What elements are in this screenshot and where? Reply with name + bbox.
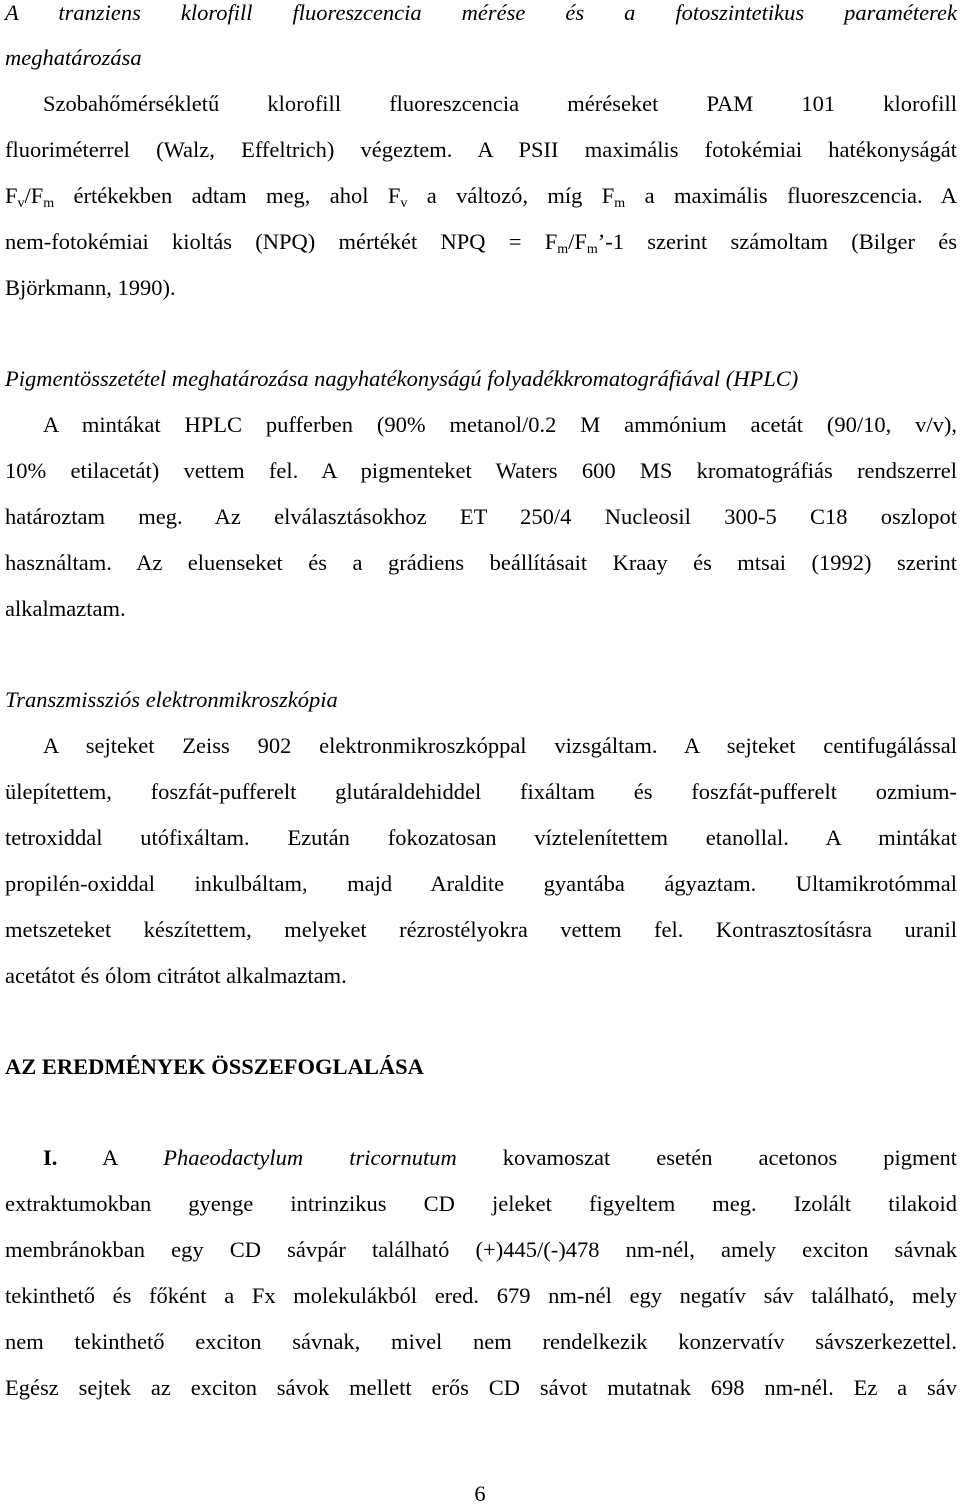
section-title-fluorescence-line2: meghatározása	[5, 45, 142, 70]
paragraph-line: nem tekinthető exciton sávnak, mivel nem rendelkezik konzervatív sávszerkezettel.	[5, 1329, 957, 1354]
results-heading: AZ EREDMÉNYEK ÖSSZEFOGLALÁSA	[5, 1054, 424, 1079]
paragraph-line: membránokban egy CD sávpár található (+)445/(-)478 nm-nél, amely exciton sávnak	[5, 1237, 957, 1262]
paragraph-line: határoztam meg. Az elválasztásokhoz ET 250/4 Nucleosil 300-5 C18 oszlopot	[5, 504, 957, 529]
page-number: 6	[474, 1481, 486, 1506]
paragraph-line: metszeteket készítettem, melyeket rézrostélyokra vettem fel. Kontrasztosításra uranil	[5, 917, 957, 942]
paragraph-line-formula-npq: nem-fotokémiai kioltás (NPQ) mértékét NPQ = $F_m/F_m’-1$ szerint számoltam (Bilger és	[5, 229, 957, 257]
paragraph-line: Björkmann, 1990).	[5, 275, 176, 300]
paragraph-line-formula-fv-fm: $F_v/F_m$ értékekben adtam meg, ahol $F_v$ a változó, míg $F_m$ a maximális fluoreszcencia. A	[5, 183, 957, 211]
paragraph-line: alkalmaztam.	[5, 596, 126, 621]
paragraph-line: ülepítettem, foszfát-pufferelt glutáraldehiddel fixáltam és foszfát-pufferelt ozmium-	[5, 779, 957, 804]
paragraph-line: Egész sejtek az exciton sávok mellett erős CD sávot mutatnak 698 nm-nél. Ez a sáv	[5, 1375, 957, 1400]
paragraph-line: 10% etilacetát) vettem fel. A pigmenteket Waters 600 MS kromatográfiás rendszerrel	[5, 458, 957, 483]
paragraph-line: tetroxiddal utófixáltam. Ezután fokozatosan víztelenítettem etanollal. A mintákat	[5, 825, 957, 850]
paragraph-line: használtam. Az eluenseket és a grádiens beállításait Kraay és mtsai (1992) szerint	[5, 550, 957, 575]
paragraph-line: fluoriméterrel (Walz, Effeltrich) végeztem. A PSII maximális fotokémiai hatékonyságát	[5, 137, 957, 162]
section-title-hplc: Pigmentösszetétel meghatározása nagyhatékonyságú folyadékkromatográfiával (HPLC)	[5, 366, 799, 391]
paragraph-line: A mintákat HPLC pufferben (90% metanol/0.2 M ammónium acetát (90/10, v/v),	[43, 412, 957, 437]
paragraph-line: propilén-oxiddal inkulbáltam, majd Araldite gyantába ágyaztam. Ultamikrotómmal	[5, 871, 957, 896]
section-title-fluorescence-line1: A tranziens klorofill fluoreszcencia mérése és a fotoszintetikus paraméterek	[5, 0, 957, 25]
paragraph-line: acetátot és ólom citrátot alkalmaztam.	[5, 963, 347, 988]
paragraph-line: Szobahőmérsékletű klorofill fluoreszcencia méréseket PAM 101 klorofill	[43, 91, 957, 116]
paragraph-line: extraktumokban gyenge intrinzikus CD jeleket figyeltem meg. Izolált tilakoid	[5, 1191, 957, 1216]
results-item-number: I.	[43, 1145, 58, 1170]
section-title-tem: Transzmissziós elektronmikroszkópia	[5, 687, 338, 712]
results-item-first-line: I. A Phaeodactylum tricornutum kovamoszat esetén acetonos pigment	[43, 1145, 957, 1170]
species-name: Phaeodactylum tricornutum	[163, 1145, 457, 1170]
paragraph-line: A sejteket Zeiss 902 elektronmikroszkóppal vizsgáltam. A sejteket centifugálással	[43, 733, 957, 758]
paragraph-line: tekinthető és főként a Fx molekulákból ered. 679 nm-nél egy negatív sáv található, mely	[5, 1283, 957, 1308]
